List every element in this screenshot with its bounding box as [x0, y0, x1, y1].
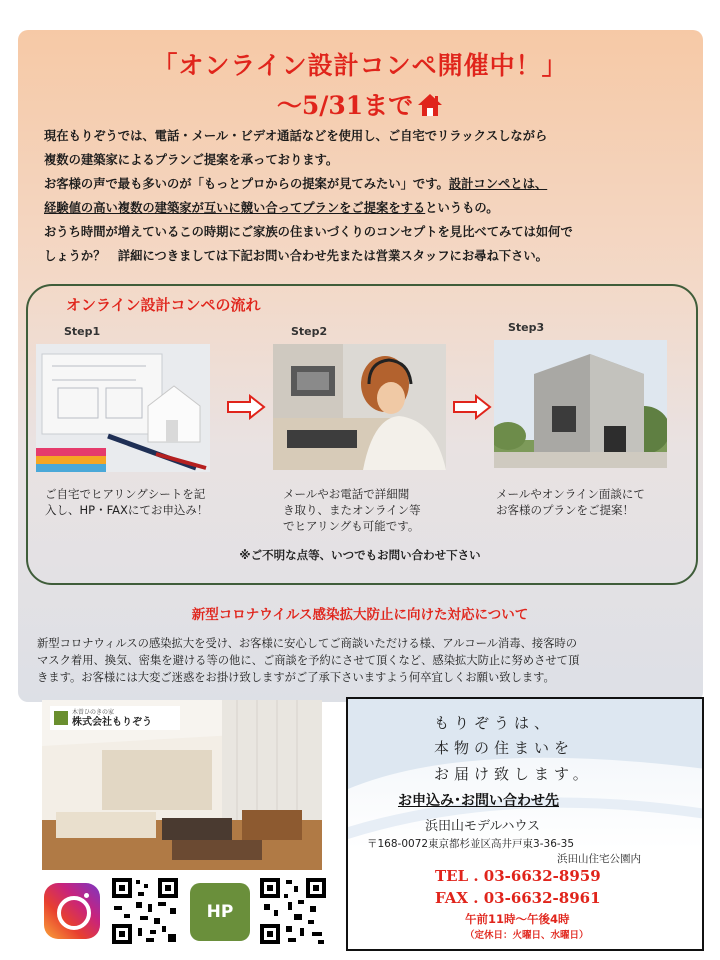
hp-qr-code-icon[interactable]	[258, 876, 328, 946]
step2-text-line: でヒアリングも可能です。	[283, 519, 420, 533]
logo-mark-icon	[54, 711, 68, 725]
slogan-line: 本物の住まいを	[434, 739, 575, 757]
step3-text	[496, 486, 645, 518]
step1-photo	[36, 344, 210, 472]
step2-photo	[273, 344, 446, 470]
intro-line	[44, 196, 694, 220]
intro-line: おうち時間が増えているこの時期にご家族の住まいづくりのコンセプトを見比べてみては如何で	[44, 225, 573, 239]
contact-fax: FAX . 03-6632-8961	[435, 889, 601, 907]
instagram-icon[interactable]	[44, 883, 100, 939]
instagram-dot	[84, 893, 89, 898]
flyer-deadline	[0, 86, 720, 123]
contact-address: 〒168-0072東京都杉並区高井戸東3-36-35	[367, 838, 575, 850]
house-icon	[417, 93, 443, 123]
logo-text	[72, 708, 152, 728]
contact-tel[interactable]: TEL . 03-6632-8959	[435, 867, 601, 885]
intro-underlined: 経験値の高い複数の建築家が互いに競い合ってプランをご提案をする	[44, 201, 426, 215]
hp-button[interactable]: HP	[190, 883, 250, 941]
step1-text	[45, 486, 208, 518]
arrow-right-icon	[226, 394, 266, 424]
arrow-right-icon	[452, 394, 492, 424]
step3-text-line: お客様のプランをご提案！	[496, 503, 634, 517]
business-hours: 午前11時～午後4時	[465, 912, 570, 926]
intro-line	[44, 172, 694, 196]
intro-underlined: 設計コンペとは、	[448, 177, 548, 191]
contact-park: 浜田山住宅公園内	[557, 853, 641, 865]
step2-label: Step2	[291, 325, 328, 338]
step1-text-line: ご自宅でヒアリングシートを記	[45, 487, 206, 501]
logo-tagline: 木曽ひのきの家	[72, 709, 115, 716]
intro-line: 複数の建築家によるプランご提案を承っております。	[44, 153, 339, 167]
intro-line: 現在もりぞうでは、電話・メール・ビデオ通話などを使用し、ご自宅でリラックスしながら	[44, 129, 548, 143]
instagram-qr-code-icon[interactable]	[110, 876, 180, 946]
covid-line: きます。お客様には大変ご迷惑をお掛け致しますがご了承下さいますよう何卒宜しくお願い致します。	[37, 671, 555, 684]
model-house-name: 浜田山モデルハウス	[425, 819, 541, 834]
intro-text: というもの。	[425, 201, 499, 215]
slogan-line: お届け致します。	[434, 765, 593, 783]
covid-line: マスク着用、換気、密集を避ける等の他に、ご商談を予約にさせて頂くなど、感染拡大防止に努めさせて頂	[37, 654, 580, 667]
closed-days: （定休日：火曜日、水曜日）	[465, 930, 589, 941]
intro-paragraph	[44, 124, 694, 268]
flow-note: ※ご不明な点等、いつでもお問い合わせ下さい	[239, 548, 481, 562]
flow-title: オンライン設計コンペの流れ	[66, 296, 261, 314]
flyer-title: 「オンライン設計コンペ開催中！」	[152, 51, 568, 80]
step3-text-line: メールやオンライン面談にて	[496, 487, 645, 501]
instagram-ring	[57, 896, 91, 930]
step2-text-line: き取り、またオンライン等	[283, 503, 421, 517]
step2-text	[283, 486, 421, 534]
step3-label: Step3	[508, 321, 545, 334]
covid-paragraph	[37, 635, 697, 686]
logo-company-name: 株式会社もりぞう	[72, 717, 152, 728]
contact-heading: お申込み･お問い合わせ先	[398, 793, 559, 809]
step1-label: Step1	[64, 325, 101, 338]
company-logo	[50, 706, 180, 730]
intro-line: しょうか？ 詳細につきましては下記お問い合わせ先または営業スタッフにお尋ね下さい。	[44, 249, 548, 263]
covid-title: 新型コロナウイルス感染拡大防止に向けた対応について	[191, 607, 529, 623]
covid-line: 新型コロナウィルスの感染拡大を受け、お客様に安心してご商談いただける様、アルコール消毒、接客時の	[37, 637, 578, 650]
step1-text-line: 入し、HP・FAXにてお申込み！	[45, 503, 209, 517]
slogan-line: もりぞうは、	[434, 714, 555, 732]
intro-text: お客様の声で最も多いのが「もっとプロからの提案が見てみたい」です。	[44, 177, 449, 191]
deadline-text: ～5/31まで	[276, 91, 414, 120]
step2-text-line: メールやお電話で詳細聞	[283, 487, 410, 501]
step3-photo	[494, 340, 667, 468]
